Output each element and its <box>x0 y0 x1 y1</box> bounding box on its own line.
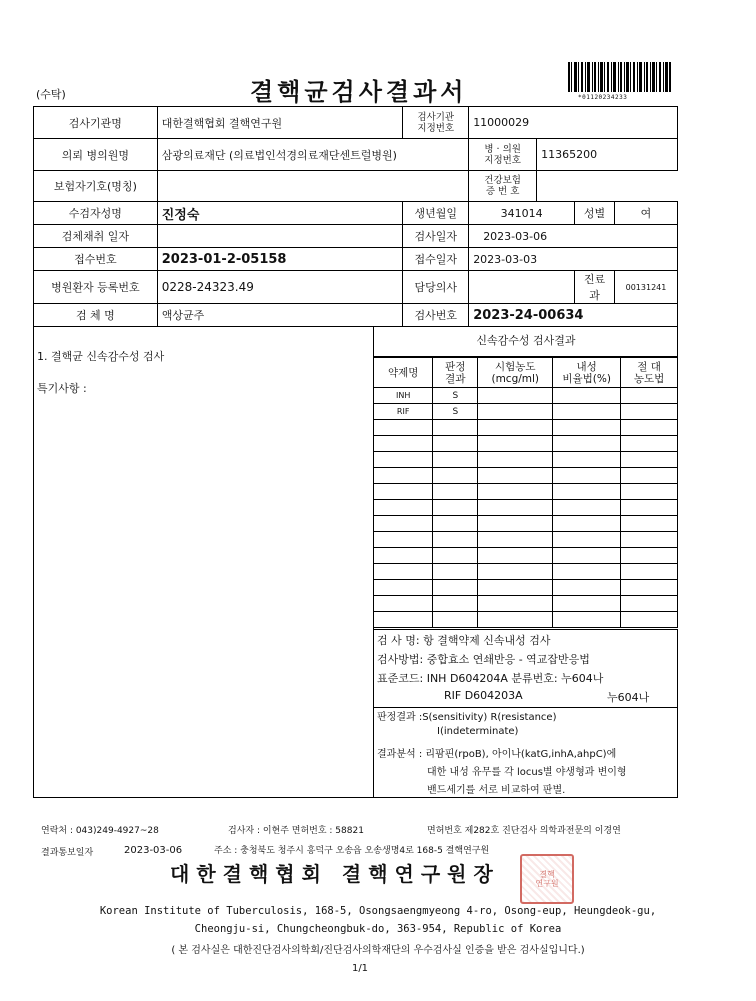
table-row <box>374 452 678 468</box>
birth-label: 생년월일 <box>403 202 469 225</box>
receipt-date-value: 2023-03-03 <box>469 248 678 271</box>
english-address-line2: Cheongju-si, Chungcheongbuk-do, 363-954, Republic of Korea <box>194 923 562 935</box>
req-label: 의뢰 병의원명 <box>34 139 158 171</box>
doctor-value <box>469 271 575 304</box>
receipt-no-value: 2023-01-2-05158 <box>157 248 403 271</box>
barcode-number: *01120234233 <box>578 94 628 101</box>
receipt-no-label: 접수번호 <box>34 248 158 271</box>
table-row <box>374 564 678 580</box>
table-row <box>374 404 678 420</box>
specimen-label: 검 체 명 <box>34 304 158 327</box>
certification-note: ( 본 검사실은 대한진단검사의학회/진단검사의학재단의 우수검사실 인증을 받은 검사실입니다.) <box>171 945 585 956</box>
drug-name: INH <box>374 388 433 404</box>
test-item: 1. 결핵균 신속감수성 검사 <box>37 350 165 363</box>
inst-no-value: 11000029 <box>469 107 678 139</box>
collect-label: 검체채취 일자 <box>34 225 158 248</box>
sex-label: 성별 <box>575 202 615 225</box>
page-number: 1/1 <box>351 963 369 974</box>
dept-value: 00131241 <box>614 271 677 304</box>
birth-value: 341014 <box>469 202 575 225</box>
patient-label: 수검자성명 <box>34 202 158 225</box>
dept-label: 진료과 <box>575 271 615 304</box>
inst-value: 대한결핵협회 결핵연구원 <box>157 107 403 139</box>
notice-date: 2023-03-06 <box>124 845 183 856</box>
col-drug: 약제명 <box>374 358 433 388</box>
remark-label: 특기사항 : <box>37 382 87 395</box>
table-row <box>374 500 678 516</box>
method-rif-code: RIF D604203A <box>444 689 523 702</box>
tester: 검사자 : 이현주 면허번호 : 58821 <box>228 826 364 836</box>
method-test-method: 검사방법: 중합효소 연쇄반응 - 역교잡반응법 <box>377 653 590 666</box>
col-ratio: 내성 비율법(%) <box>553 358 621 388</box>
clinic-no-value: 11365200 <box>537 139 678 171</box>
address: 주소 : 충청북도 청주시 흥덕구 오송읍 오송생명4로 168-5 결핵연구원 <box>214 846 490 856</box>
test-no-label: 검사번호 <box>403 304 469 327</box>
drug-result: S <box>433 404 478 420</box>
test-date-label: 검사일자 <box>403 225 469 248</box>
test-date-value: 2023-03-06 <box>469 225 678 248</box>
table-row <box>374 580 678 596</box>
judge-criteria-indeterminate: I(indeterminate) <box>437 726 519 737</box>
analysis-line2: 대한 내성 유무를 각 locus별 야생형과 변이형 <box>427 767 627 778</box>
patient-name: 진정숙 <box>157 202 403 225</box>
specimen-value: 액상균주 <box>157 304 403 327</box>
document-title: 결핵균검사결과서 <box>250 77 468 106</box>
health-no-value <box>537 171 678 202</box>
table-row <box>374 516 678 532</box>
contact: 연락처 : 043)249-4927~28 <box>41 826 159 836</box>
col-judge: 판정 결과 <box>433 358 478 388</box>
table-row <box>374 420 678 436</box>
method-rif-class: 누604나 <box>607 691 650 704</box>
col-abs: 절 대 농도법 <box>621 358 678 388</box>
english-address-line1: Korean Institute of Tuberculosis, 168-5, Osongsaengmyeong 4-ro, Osong-eup, Heungdeok-gu, <box>99 905 657 917</box>
test-item-panel <box>33 327 374 798</box>
table-row <box>374 436 678 452</box>
sensitivity-table <box>374 357 678 628</box>
table-row <box>374 468 678 484</box>
collect-value <box>157 225 403 248</box>
method-test-name: 검 사 명: 항 결핵약제 신속내성 검사 <box>377 634 551 647</box>
barcode-icon <box>568 62 672 92</box>
health-no-label: 건강보험 증 번 호 <box>469 171 537 202</box>
test-no-value: 2023-24-00634 <box>469 304 678 327</box>
drug-name: RIF <box>374 404 433 420</box>
table-row <box>374 596 678 612</box>
clinic-no-label: 병 · 의원 지정번호 <box>469 139 537 171</box>
table-row <box>374 388 678 404</box>
doctor-label: 담당의사 <box>403 271 469 304</box>
table-row <box>374 548 678 564</box>
hosp-reg-value: 0228-24323.49 <box>157 271 403 304</box>
table-row <box>374 532 678 548</box>
table-row <box>374 612 678 628</box>
analysis-line1: 결과분석 : 리팜핀(rpoB), 아이나(katG,inhA,ahpC)에 <box>377 749 617 760</box>
organization-name: 대한결핵협회 결핵연구원장 <box>170 862 500 886</box>
notice-label: 결과통보일자 <box>41 848 94 858</box>
sex-value: 여 <box>614 202 677 225</box>
inst-label: 검사기관명 <box>34 107 158 139</box>
req-value: 삼광의료재단 (의료법인석경의료재단센트럴병원) <box>157 139 468 171</box>
table-row <box>374 484 678 500</box>
inst-no-label: 검사기관 지정번호 <box>403 107 469 139</box>
insured-label: 보험자기호(명칭) <box>34 171 158 202</box>
judge-criteria: 판정결과 :S(sensitivity) R(resistance) <box>377 712 557 723</box>
hosp-reg-label: 병원환자 등록번호 <box>34 271 158 304</box>
sensitivity-title: 신속감수성 검사결과 <box>476 334 576 347</box>
col-conc: 시험농도 (mcg/ml) <box>478 358 553 388</box>
seal-stamp-icon: 결핵 연구원 <box>520 854 574 904</box>
analysis-line3: 밴드세기를 서로 비교하여 판별. <box>427 785 566 796</box>
receipt-type-label: (수탁) <box>36 88 66 101</box>
drug-result: S <box>433 388 478 404</box>
patient-info-table <box>33 106 678 327</box>
insured-value <box>157 171 468 202</box>
license: 면허번호 제282호 진단검사 의학과전문의 이경연 <box>427 826 621 836</box>
method-standard-code: 표준코드: INH D604204A 분류번호: 누604나 <box>377 672 604 685</box>
receipt-date-label: 접수일자 <box>403 248 469 271</box>
